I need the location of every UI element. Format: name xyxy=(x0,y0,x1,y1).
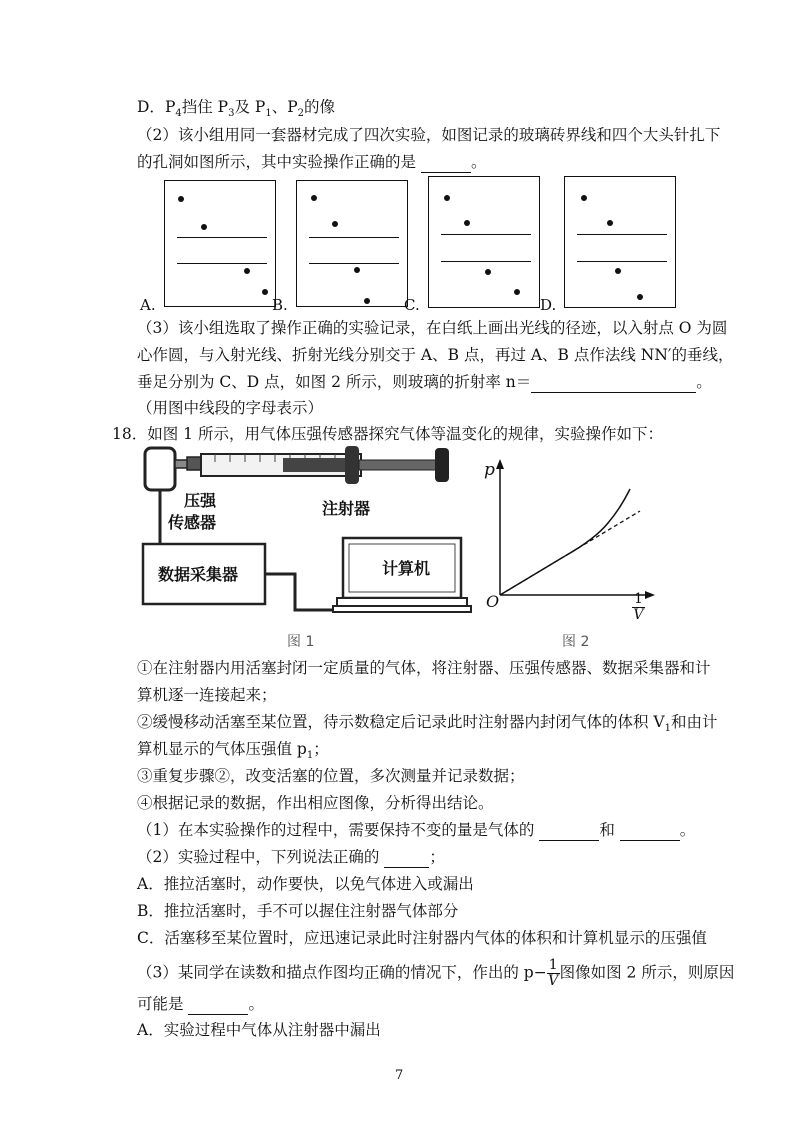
pin-hole xyxy=(201,224,207,230)
pin-hole xyxy=(178,196,184,202)
answer-blank[interactable] xyxy=(188,994,248,1015)
pin-hole xyxy=(364,298,370,304)
q17-part2-line1: （2）该小组用同一套器材完成了四次实验，如图记录的玻璃砖界线和四个大头针扎下 xyxy=(137,126,721,144)
pin-hole xyxy=(485,269,491,275)
option-c-label: C. xyxy=(404,296,420,314)
option-c-figure xyxy=(428,176,540,308)
answer-blank[interactable] xyxy=(384,847,429,868)
pin-hole xyxy=(464,220,470,226)
figure-1-caption: 图 1 xyxy=(287,634,315,650)
pin-hole xyxy=(244,268,250,274)
q18-intro: 18．如图 1 所示，用气体压强传感器探究气体等温变化的规律，实验操作如下： xyxy=(112,425,663,443)
option-d-figure xyxy=(564,176,676,308)
option-a-figure xyxy=(164,180,276,307)
q18-part2: （2）实验过程中，下列说法正确的 ； xyxy=(137,848,445,866)
figure-1-apparatus xyxy=(135,440,475,650)
page-number: 7 xyxy=(395,1068,404,1083)
step-1-line2: 算机逐一连接起来； xyxy=(137,686,277,704)
answer-blank[interactable] xyxy=(620,820,680,841)
q18-part3-line1: （3）某同学在读数和描点作图均正确的情况下，作出的 p− $\frac{1}{V}$ 图像如图 2 所示，则原因 xyxy=(137,957,735,989)
q18-option-a: A．推拉活塞时，动作要快，以免气体进入或漏出 xyxy=(137,875,474,893)
answer-blank[interactable] xyxy=(539,820,599,841)
step-3: ③重复步骤②，改变活塞的位置，多次测量并记录数据； xyxy=(137,767,525,785)
syringe-label: 注射器 xyxy=(322,499,371,518)
collector-label: 数据采集器 xyxy=(158,565,239,584)
pin-hole xyxy=(637,294,643,300)
graph-origin: O xyxy=(486,592,500,611)
pin-hole xyxy=(607,220,613,226)
q18-option-c: C．活塞移至某位置时，应迅速记录此时注射器内气体的体积和计算机显示的压强值 xyxy=(137,929,707,947)
q17-part3-line2: 心作圆，与入射光线、折射光线分别交于 A、B 点，再过 A、B 点作法线 NN′的垂线， xyxy=(137,346,734,364)
option-b-label: B. xyxy=(272,296,288,314)
figure-2-graph xyxy=(480,455,655,620)
step-1-line1: ①在注射器内用活塞封闭一定质量的气体，将注射器、压强传感器、数据采集器和计 xyxy=(137,659,711,677)
step-2-line2: 算机显示的气体压强值 $p_1$； xyxy=(137,740,329,762)
option-b-figure xyxy=(296,180,408,307)
pin-hole xyxy=(444,195,450,201)
q18-answer-option-a: A．实验过程中气体从注射器中漏出 xyxy=(137,1021,381,1039)
q17-part2-line2: 的孔洞如图所示，其中实验操作正确的是 。 xyxy=(137,153,487,171)
pin-hole xyxy=(311,195,317,201)
pin-hole xyxy=(581,195,587,201)
sensor-label-2: 传感器 xyxy=(168,513,217,532)
step-2-line1: ②缓慢移动活塞至某位置，待示数稳定后记录此时注射器内封闭气体的体积 $V_1$和由计 xyxy=(137,713,718,735)
computer-label: 计算机 xyxy=(382,559,431,578)
option-d-label: D. xyxy=(540,296,557,314)
q18-option-b: B．推拉活塞时，手不可以握住注射器气体部分 xyxy=(137,902,459,920)
graph-x-label: $\frac{1}{V}$ xyxy=(633,591,644,623)
pin-hole xyxy=(332,221,338,227)
pin-hole xyxy=(354,267,360,273)
q17-part3-line4: （用图中线段的字母表示） xyxy=(137,399,324,417)
answer-blank[interactable] xyxy=(421,152,471,173)
figure-2-caption: 图 2 xyxy=(562,634,590,650)
sensor-label-1: 压强 xyxy=(184,491,217,510)
option-a-label: A. xyxy=(140,296,156,314)
pin-hole xyxy=(615,268,621,274)
pin-hole xyxy=(514,289,520,295)
q17-part3-line1: （3）该小组选取了操作正确的实验记录，在白纸上画出光线的径迹，以入射点 O 为圆 xyxy=(137,319,728,337)
q18-part3-line2: 可能是 。 xyxy=(137,995,264,1013)
answer-blank[interactable] xyxy=(531,372,696,393)
q17-part3-line3: 垂足分别为 C、D 点，如图 2 所示，则玻璃的折射率 n＝ 。 xyxy=(137,373,712,391)
pin-hole xyxy=(262,289,268,295)
q18-part1: （1）在本实验操作的过程中，需要保持不变的量是气体的 和 。 xyxy=(137,821,696,839)
q17-option-d: D．$P_4$挡住 $P_3$及 $P_1$、$P_2$的像 xyxy=(137,98,336,120)
step-4: ④根据记录的数据，作出相应图像，分析得出结论。 xyxy=(137,794,494,812)
graph-y-label: p xyxy=(484,460,495,480)
